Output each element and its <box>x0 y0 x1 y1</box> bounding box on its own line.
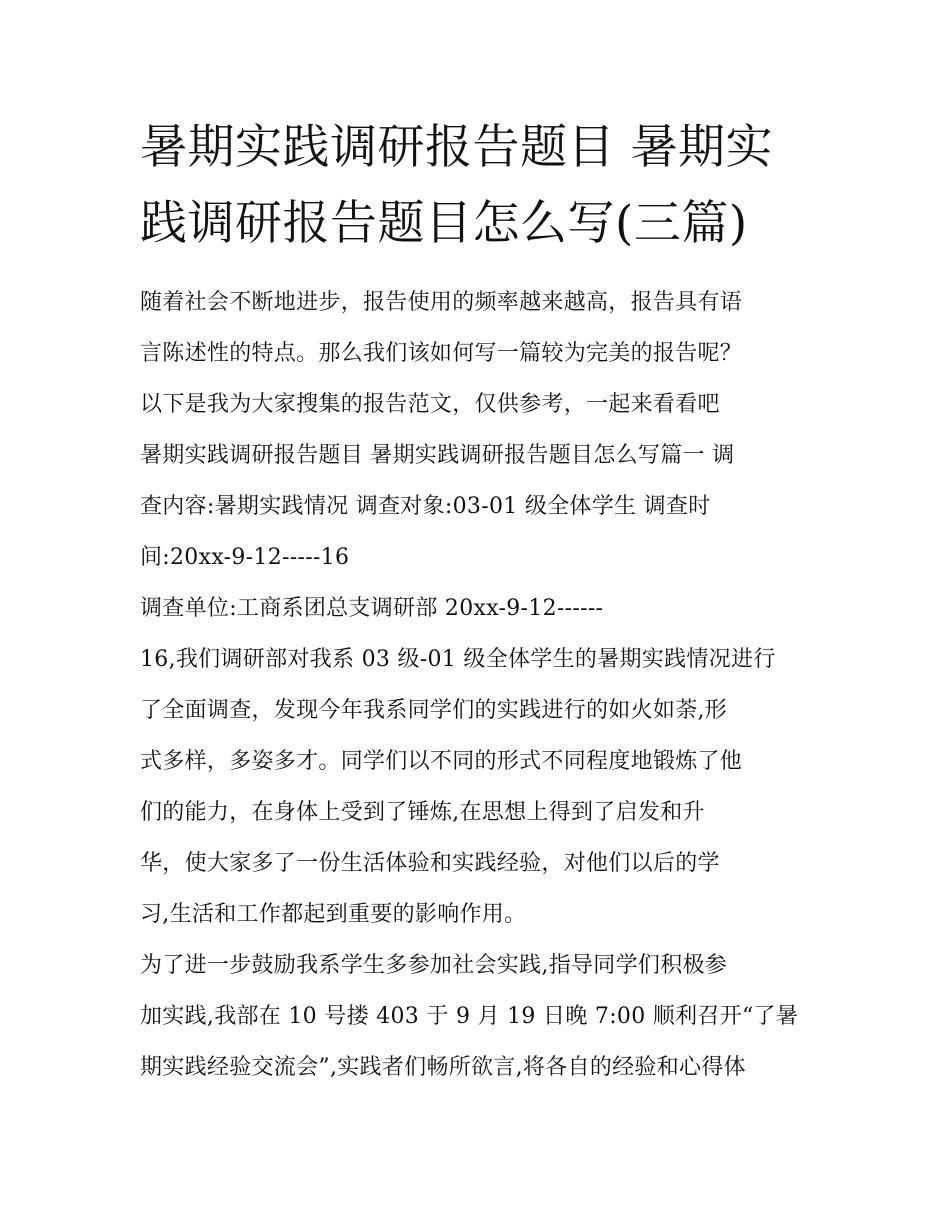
body-line: 暑期实践调研报告题目 暑期实践调研报告题目怎么写篇一 调 <box>140 443 735 468</box>
body-line: 调查单位:工商系团总支调研部 20xx-9-12------ <box>140 596 604 621</box>
body-line: 言陈述性的特点。那么我们该如何写一篇较为完美的报告呢？ <box>140 341 743 366</box>
body-line: 华，使大家多了一份生活体验和实践经验，对他们以后的学 <box>140 851 720 876</box>
document-body <box>140 277 820 1093</box>
body-line: 式多样，多姿多才。同学们以不同的形式不同程度地锻炼了他 <box>140 749 743 774</box>
body-line: 查内容:暑期实践情况 调查对象:03-01 级全体学生 调查时 <box>140 494 711 519</box>
body-line: 们的能力，在身体上受到了锤炼,在思想上得到了启发和升 <box>140 800 705 825</box>
body-line: 16,我们调研部对我系 03 级-01 级全体学生的暑期实践情况进行 <box>140 647 776 672</box>
document-title <box>140 110 820 262</box>
body-line: 以下是我为大家搜集的报告范文，仅供参考，一起来看看吧 <box>140 392 720 417</box>
body-line: 了全面调查，发现今年我系同学们的实践进行的如火如荼,形 <box>140 698 728 723</box>
body-line: 为了进一步鼓励我系学生多参加社会实践,指导同学们积极参 <box>140 953 728 978</box>
body-line: 期实践经验交流会”,实践者们畅所欲言,将各自的经验和心得体 <box>140 1055 746 1080</box>
title-line: 践调研报告题目怎么写(三篇) <box>140 196 748 251</box>
body-line: 习,生活和工作都起到重要的影响作用。 <box>140 902 527 927</box>
body-line: 随着社会不断地进步，报告使用的频率越来越高，报告具有语 <box>140 290 743 315</box>
body-line: 加实践,我部在 10 号搂 403 于 9 月 19 日晚 7:00 顺利召开“了暑 <box>140 1004 799 1029</box>
title-line: 暑期实践调研报告题目 暑期实 <box>140 120 773 175</box>
body-line: 间:20xx-9-12-----16 <box>140 545 350 570</box>
